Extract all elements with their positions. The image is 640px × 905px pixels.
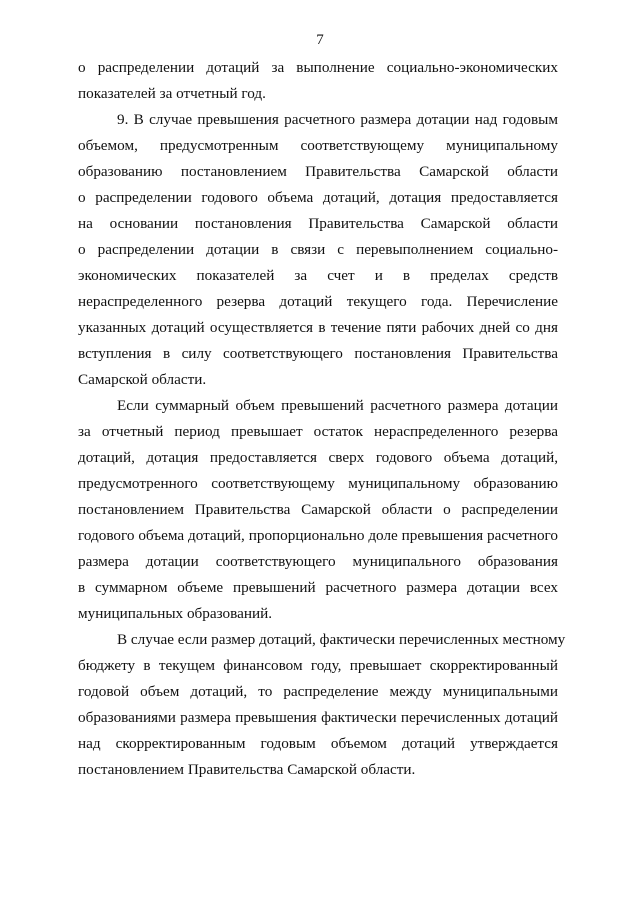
text-line: Если суммарный объем превышений расчетного размера дотации xyxy=(117,397,558,414)
paragraph xyxy=(78,55,558,107)
text-line: о распределении годового объема дотаций, дотация предоставляется xyxy=(78,189,558,206)
text-line: образованиями размера превышения фактически перечисленных дотаций xyxy=(78,709,558,726)
text-line: Самарской области. xyxy=(78,371,207,388)
paragraph xyxy=(78,107,558,393)
text-line: дотаций, дотация предоставляется сверх годового объема дотаций, xyxy=(78,449,558,466)
text-line: в суммарном объеме превышений расчетного размера дотации всех xyxy=(78,579,558,596)
text-line: объемом, предусмотренным соответствующему муниципальному xyxy=(78,137,558,154)
text-line: образованию постановлением Правительства Самарской области xyxy=(78,163,558,180)
text-line: о распределении дотации в связи с перевыполнением социально- xyxy=(78,241,558,258)
text-line: о распределении дотаций за выполнение социально-экономических xyxy=(78,59,558,76)
text-line: бюджету в текущем финансовом году, превышает скорректированный xyxy=(78,657,558,674)
text-line: постановлением Правительства Самарской области о распределении xyxy=(78,501,558,518)
paragraph xyxy=(78,393,558,627)
text-line: экономических показателей за счет и в пределах средств xyxy=(78,267,558,284)
text-line: показателей за отчетный год. xyxy=(78,85,266,102)
text-line: нераспределенного резерва дотаций текущего года. Перечисление xyxy=(78,293,558,310)
document-body xyxy=(78,55,566,783)
text-line: годового объема дотаций, пропорционально доле превышения расчетного xyxy=(78,527,558,544)
text-line: за отчетный период превышает остаток нераспределенного резерва xyxy=(78,423,558,440)
text-line: 9. В случае превышения расчетного размера дотации над годовым xyxy=(117,111,558,128)
text-line: муниципальных образований. xyxy=(78,605,272,622)
text-line: указанных дотаций осуществляется в течение пяти рабочих дней со дня xyxy=(78,319,558,336)
paragraph xyxy=(78,627,566,783)
text-line: годовой объем дотаций, то распределение между муниципальными xyxy=(78,683,558,700)
text-line: на основании постановления Правительства Самарской области xyxy=(78,215,558,232)
page-number: 7 xyxy=(316,32,324,48)
text-line: предусмотренного соответствующему муниципальному образованию xyxy=(78,475,558,492)
text-line: размера дотации соответствующего муниципального образования xyxy=(78,553,558,570)
text-line: над скорректированным годовым объемом дотаций утверждается xyxy=(78,735,558,752)
text-line: вступления в силу соответствующего постановления Правительства xyxy=(78,345,558,362)
text-line: постановлением Правительства Самарской области. xyxy=(78,761,416,778)
text-line: В случае если размер дотаций, фактически перечисленных местному xyxy=(117,631,566,648)
